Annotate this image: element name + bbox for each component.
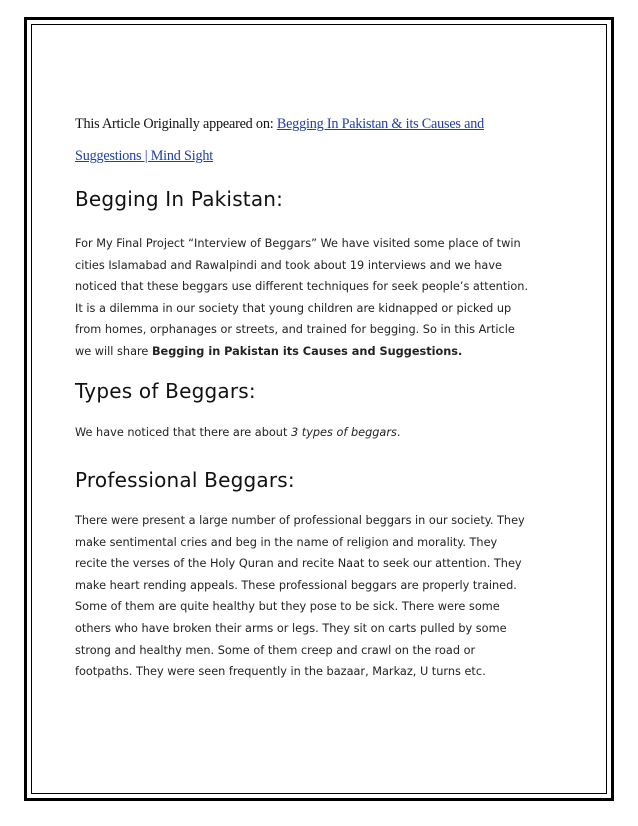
paragraph-begging [75, 233, 575, 363]
types-italic: 3 types of beggars [290, 426, 397, 439]
attribution [75, 108, 575, 172]
paragraph-line: from homes, orphanages or streets, and trained for begging. So in this Article [75, 323, 515, 337]
paragraph-line: recite the verses of the Holy Quran and recite Naat to seek our attention. They [75, 557, 522, 571]
heading-types-of-beggars: Types of Beggars: [75, 379, 256, 403]
paragraph-line: strong and healthy men. Some of them creep and crawl on the road or [75, 643, 476, 657]
paragraph-last-line [75, 341, 575, 363]
paragraph-line: For My Final Project “Interview of Beggars” We have visited some place of twin [75, 237, 521, 250]
paragraph-line: noticed that these beggars use different techniques for seek people’s attention. [75, 280, 529, 294]
paragraph-line: cities Islamabad and Rawalpindi and took about 19 interviews and we have [75, 258, 502, 272]
paragraph-line [75, 422, 575, 444]
paragraph-professional [75, 510, 575, 683]
types-suffix: . [396, 426, 401, 439]
paragraph-line: footpaths. They were seen frequently in the bazaar, Markaz, U turns etc. [75, 665, 486, 679]
paragraph-line: make sentimental cries and beg in the name of religion and morality. They [75, 535, 498, 549]
paragraph-line: It is a dilemma in our society that young children are kidnapped or picked up [75, 301, 512, 315]
paragraph-line: There were present a large number of professional beggars in our society. They [75, 514, 525, 527]
types-prefix: We have noticed that there are about [75, 426, 291, 439]
paragraph-line: Some of them are quite healthy but they pose to be sick. There were some [75, 600, 500, 614]
attribution-prefix: This Article Originally appeared on: [75, 116, 277, 132]
article-link[interactable]: Begging In Pakistan & its Causes and [276, 116, 484, 132]
last-line-prefix: we will share [75, 344, 152, 358]
bold-phrase: Begging in Pakistan its Causes and Suggestions. [151, 344, 463, 358]
paragraph-line: others who have broken their arms or legs. They sit on carts pulled by some [75, 621, 507, 635]
paragraph-types [75, 422, 575, 444]
paragraph-line: make heart rending appeals. These professional beggars are properly trained. [75, 578, 517, 592]
heading-professional-beggars: Professional Beggars: [75, 468, 295, 492]
article-link-continued[interactable]: Suggestions | Mind Sight [75, 148, 213, 164]
heading-begging-in-pakistan: Begging In Pakistan: [75, 187, 284, 211]
